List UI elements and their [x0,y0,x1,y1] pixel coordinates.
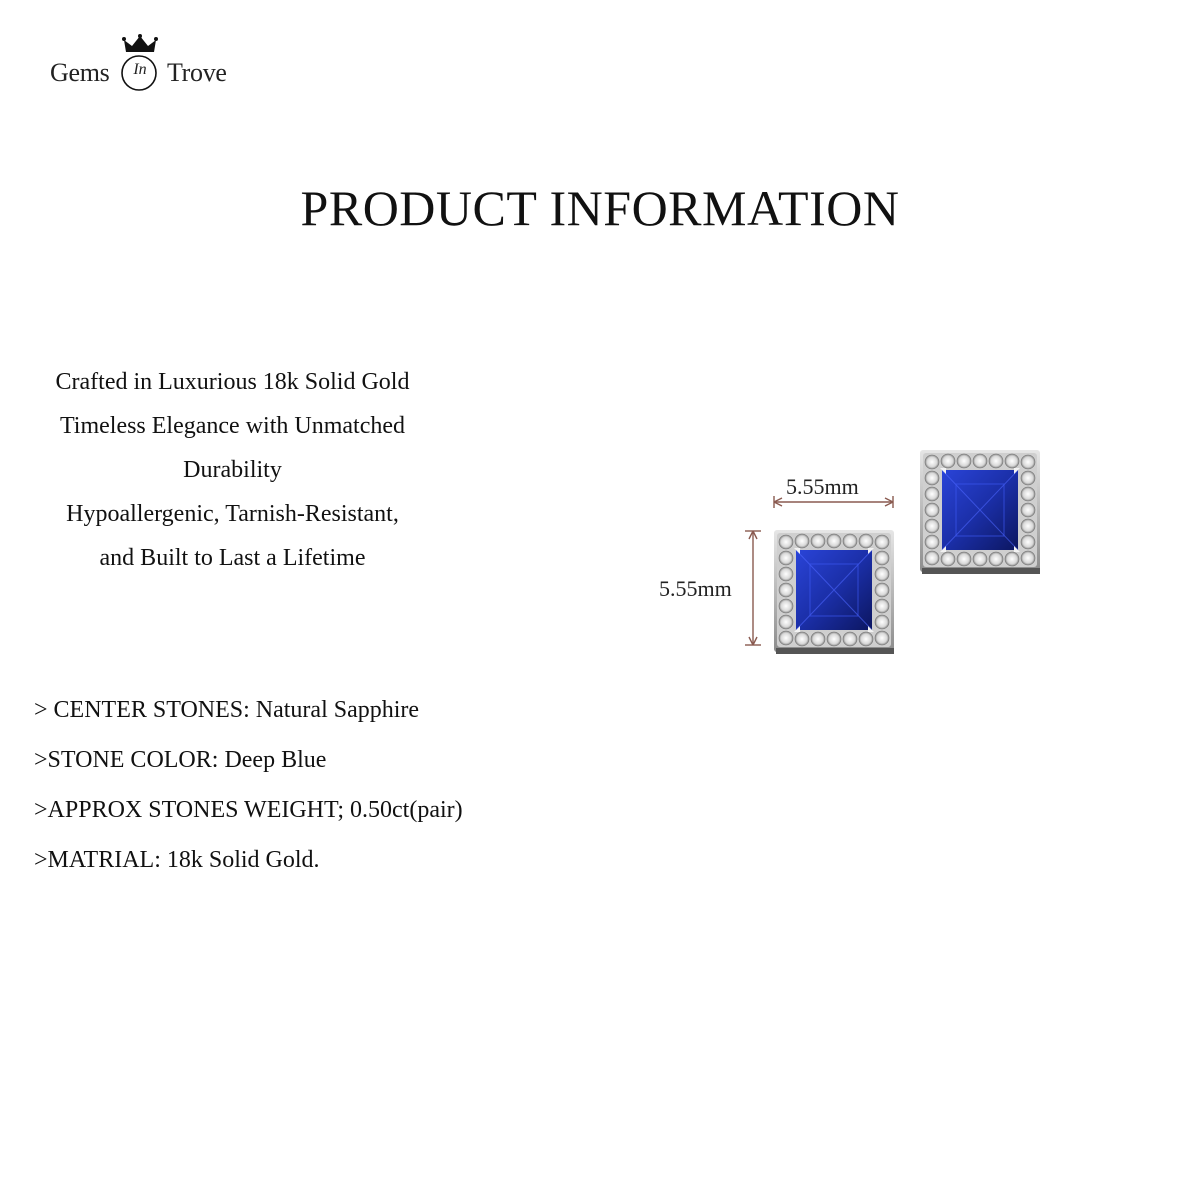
earring-front [774,530,894,654]
page-title: PRODUCT INFORMATION [300,179,900,236]
spec-stones-weight: >APPROX STONES WEIGHT; 0.50ct(pair) [34,797,463,823]
height-dimension-label: 5.55mm [659,576,732,601]
width-dimension-label: 5.55mm [786,474,859,499]
feature-line: Crafted in Luxurious 18k Solid Gold [55,369,410,395]
brand-name-right: Trove [167,58,227,87]
width-dimension-line [774,496,893,508]
spec-stone-color: >STONE COLOR: Deep Blue [34,747,327,773]
earring-back [920,450,1040,574]
earrings-image [740,440,1060,670]
feature-line: Durability [183,457,282,483]
brand-name-middle: In [133,61,147,78]
feature-line: Timeless Elegance with Unmatched [59,413,406,439]
brand-name-left: Gems [50,58,110,87]
spec-center-stones: > CENTER STONES: Natural Sapphire [34,697,420,723]
feature-line: Hypoallergenic, Tarnish-Resistant, [66,501,399,527]
brand-logo [50,34,250,94]
spec-list [34,685,463,885]
feature-line: and Built to Last a Lifetime [99,545,366,571]
feature-list [30,360,435,580]
height-dimension-line [745,531,761,645]
spec-material: >MATRIAL: 18k Solid Gold. [34,847,320,873]
